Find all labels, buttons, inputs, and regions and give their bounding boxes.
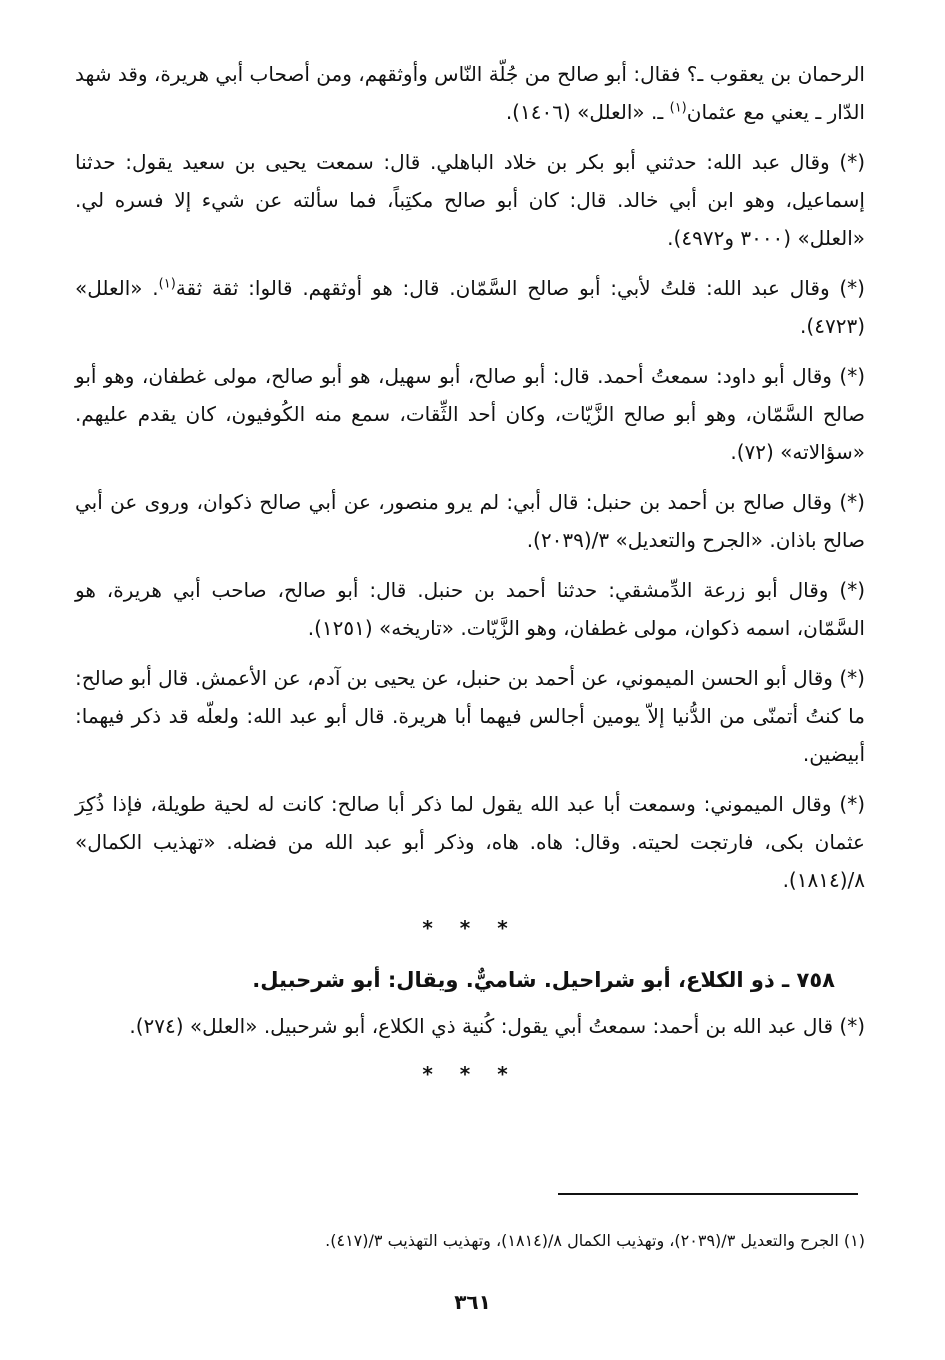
entry-paragraph xyxy=(75,1007,865,1045)
paragraph-text: (*) وقال أبو داود: سمعتُ أحمد. قال: أبو صالح، أبو سهيل، هو أبو صالح، مولى غطفان، وهو أبو صالح السَّمّان، وهو أبو صالح الزَّيّات، وكان أحد الثِّقات، سمع منه الكُوفيون، كان يقدم عليهم. «سؤالاته» (٧٢). xyxy=(75,364,865,464)
paragraph-text: (*) وقال صالح بن أحمد بن حنبل: قال أبي: لم يرو منصور، عن أبي صالح ذكوان، وروى عن أبي صالح باذان. «الجرح والتعديل» ٣/(٢٠٣٩). xyxy=(75,490,865,552)
footnote-ref: (١) xyxy=(158,276,176,292)
paragraph-text: (*) وقال أبو الحسن الميموني، عن أحمد بن حنبل، عن يحيى بن آدم، عن الأعمش. قال أبو صالح: ما كنتُ أتمنّى من الدُّنيا إلاّ يومين أجالس فيهما أبا هريرة. قال أبو عبد الله: ولعلّه قد ذكر فيهما: أبيضين. xyxy=(75,666,865,766)
paragraph-text: الرحمان بن يعقوب ـ؟ فقال: أبو صالح من جُلّة النّاس وأوثقهم، ومن أصحاب أبي هريرة، وقد شهد الدّار ـ يعني مع عثمان xyxy=(75,62,865,124)
paragraph-8 xyxy=(75,785,865,899)
paragraph-text: (*) وقال عبد الله: قلتُ لأبي: أبو صالح السَّمّان. قال: هو أوثقهم. قالوا: ثقة ثقة xyxy=(175,276,865,300)
section-separator-end: * * * xyxy=(422,1062,518,1086)
paragraph-2 xyxy=(75,143,865,257)
paragraph-text: (*) وقال عبد الله: حدثني أبو بكر بن خلاد الباهلي. قال: سمعت يحيى بن سعيد يقول: حدثنا إسماعيل، وهو ابن أبي خالد. قال: كان أبو صالح مكتِباً، فما سألته عن شيء إلا فسره لي. «العلل» (٣٠٠٠ و٤٩٧٢). xyxy=(75,150,865,250)
entry-heading: ٧٥٨ ـ ذو الكلاع، أبو شراحيل. شاميٌّ. ويقال: أبو شرحبيل. xyxy=(252,968,835,992)
footnote-ref: (١) xyxy=(669,100,687,116)
footnote: (١) الجرح والتعديل ٣/(٢٠٣٩)، وتهذيب الكمال ٨/(١٨١٤)، وتهذيب التهذيب ٣/(٤١٧). xyxy=(325,1231,865,1250)
paragraph-5 xyxy=(75,483,865,559)
page-number: ٣٦١ xyxy=(454,1290,491,1314)
paragraph-text: (*) قال عبد الله بن أحمد: سمعتُ أبي يقول: كُنية ذي الكلاع، أبو شرحبيل. «العلل» (٢٧٤). xyxy=(129,1014,865,1038)
paragraph-4 xyxy=(75,357,865,471)
paragraph-tail: ـ. «العلل» (١٤٠٦). xyxy=(505,100,670,124)
paragraph-3 xyxy=(75,269,865,345)
paragraph-text: (*) وقال أبو زرعة الدِّمشقي: حدثنا أحمد بن حنبل. قال: أبو صالح، صاحب أبي هريرة، هو السَّمّان، اسمه ذكوان، مولى غطفان، وهو الزَّيّات. «تاريخه» (١٢٥١). xyxy=(75,578,865,640)
section-separator: * * * xyxy=(422,916,518,940)
paragraph-text: (*) وقال الميموني: وسمعت أبا عبد الله يقول لما ذكر أبا صالح: كانت له لحية طويلة، فإذا ذُكِرَ عثمان بكى، فارتجت لحيته. وقال: هاه. هاه، وذكر أبو عبد الله من فضله. «تهذيب الكمال» ٨/(١٨١٤). xyxy=(75,792,865,892)
paragraph-1 xyxy=(75,55,865,131)
footnote-divider xyxy=(558,1193,858,1195)
paragraph-6 xyxy=(75,571,865,647)
paragraph-tail: . «العلل» (٤٧٢٣). xyxy=(75,276,865,338)
paragraph-7 xyxy=(75,659,865,773)
main-text xyxy=(75,55,865,1107)
